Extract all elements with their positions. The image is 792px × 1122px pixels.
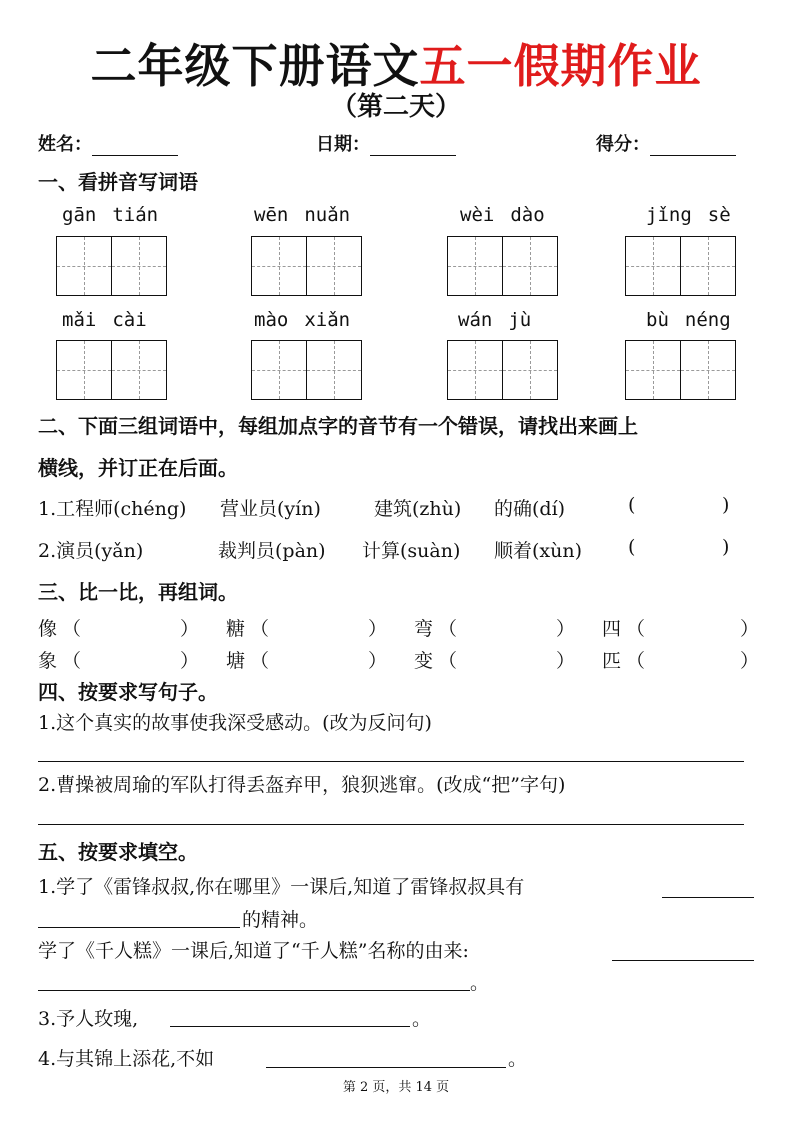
pinyin-label: wēn nuǎn <box>254 204 351 226</box>
writing-grid[interactable] <box>625 340 736 400</box>
section2-heading-line1: 二、下面三组词语中，每组加点字的音节有一个错误，请找出来画上 <box>38 414 638 438</box>
writing-grid[interactable] <box>447 236 558 296</box>
paren-open: （ <box>626 618 646 640</box>
question-item: 建筑(zhù) <box>374 498 462 520</box>
fill-blank[interactable] <box>38 926 240 928</box>
paren-open: （ <box>438 618 458 640</box>
compare-char: 四 <box>602 618 622 640</box>
section4-heading: 四、按要求写句子。 <box>38 680 218 704</box>
fill-question-3a: 3.予人玫瑰, <box>38 1008 139 1030</box>
compare-char: 弯 <box>414 618 434 640</box>
pinyin-label: jǐng sè <box>646 204 731 226</box>
pinyin-label: wèi dào <box>460 204 545 226</box>
question-item: 顺着(xùn) <box>494 540 583 562</box>
paren-close: ） <box>556 618 576 640</box>
compare-char: 象 <box>38 650 58 672</box>
paren-open: （ <box>62 650 82 672</box>
fill-blank[interactable] <box>170 1025 410 1027</box>
sentence-question-1: 1.这个真实的故事使我深受感动。(改为反问句) <box>38 712 432 734</box>
question-item: 裁判员(pàn) <box>218 540 326 562</box>
paren-close: ） <box>180 650 200 672</box>
score-blank[interactable] <box>650 135 736 156</box>
fill-blank[interactable] <box>266 1066 506 1068</box>
writing-grid[interactable] <box>251 340 362 400</box>
section3-heading: 三、比一比，再组词。 <box>38 580 238 604</box>
question-item: 的确(dí) <box>494 498 566 520</box>
date-blank[interactable] <box>370 135 456 156</box>
section1-heading: 一、看拼音写词语 <box>38 170 198 194</box>
question-item: 计算(suàn) <box>362 540 461 562</box>
compare-char: 变 <box>414 650 434 672</box>
paren-close: ） <box>740 650 760 672</box>
page-subtitle: （第二天） <box>330 92 461 122</box>
title-black-part: 二年级下册语文 <box>90 39 420 93</box>
compare-char: 匹 <box>602 650 622 672</box>
fill-question-3b: 。 <box>412 1008 432 1030</box>
page-number: 第 2 页，共 14 页 <box>342 1080 450 1095</box>
paren-open: （ <box>250 650 270 672</box>
question-item: 2.演员(yǎn) <box>38 540 144 562</box>
date-label: 日期： <box>316 134 370 155</box>
fill-blank[interactable] <box>38 989 470 991</box>
title-red-part: 五一假期作业 <box>419 39 702 93</box>
fill-question-2a: 学了《千人糕》一课后,知道了“千人糕”名称的由来: <box>38 940 469 962</box>
answer-line[interactable] <box>38 823 744 825</box>
pinyin-label: mào xiǎn <box>254 309 351 331</box>
question-item: 1.工程师(chéng) <box>38 498 187 520</box>
pinyin-label: bù néng <box>646 309 731 331</box>
pinyin-label: gān tián <box>62 204 159 226</box>
pinyin-label: mǎi cài <box>62 309 147 331</box>
paren-close: ） <box>740 618 760 640</box>
fill-question-2b: 。 <box>470 972 490 994</box>
section5-heading: 五、按要求填空。 <box>38 840 198 864</box>
paren-close: ） <box>368 650 388 672</box>
sentence-question-2: 2.曹操被周瑜的军队打得丢盔弃甲，狼狈逃窜。(改成“把”字句) <box>38 774 566 796</box>
answer-line[interactable] <box>38 760 744 762</box>
answer-paren-close: ) <box>722 494 730 516</box>
fill-question-4b: 。 <box>508 1048 528 1070</box>
fill-question-1a: 1.学了《雷锋叔叔,你在哪里》一课后,知道了雷锋叔叔具有 <box>38 876 525 898</box>
paren-open: （ <box>250 618 270 640</box>
paren-open: （ <box>626 650 646 672</box>
section2-heading-line2: 横线，并订正在后面。 <box>38 456 238 480</box>
paren-close: ） <box>180 618 200 640</box>
compare-char: 塘 <box>226 650 246 672</box>
writing-grid[interactable] <box>251 236 362 296</box>
fill-question-4a: 4.与其锦上添花,不如 <box>38 1048 215 1070</box>
name-field <box>38 130 178 156</box>
paren-open: （ <box>62 618 82 640</box>
paren-open: （ <box>438 650 458 672</box>
fill-blank[interactable] <box>662 896 754 898</box>
writing-grid[interactable] <box>56 236 167 296</box>
answer-paren-open: ( <box>628 494 636 516</box>
answer-paren-open: ( <box>628 536 636 558</box>
name-blank[interactable] <box>92 135 178 156</box>
paren-close: ） <box>368 618 388 640</box>
fill-question-1b: 的精神。 <box>242 909 319 931</box>
compare-char: 糖 <box>226 618 246 640</box>
date-field <box>316 130 456 156</box>
writing-grid[interactable] <box>447 340 558 400</box>
fill-blank[interactable] <box>612 959 754 961</box>
paren-close: ） <box>556 650 576 672</box>
answer-paren-close: ) <box>722 536 730 558</box>
writing-grid[interactable] <box>56 340 167 400</box>
question-item: 营业员(yín) <box>220 498 321 520</box>
score-label: 得分： <box>596 134 650 155</box>
score-field <box>596 130 736 156</box>
writing-grid[interactable] <box>625 236 736 296</box>
pinyin-label: wán jù <box>458 309 532 331</box>
compare-char: 像 <box>38 618 58 640</box>
name-label: 姓名： <box>38 134 92 155</box>
